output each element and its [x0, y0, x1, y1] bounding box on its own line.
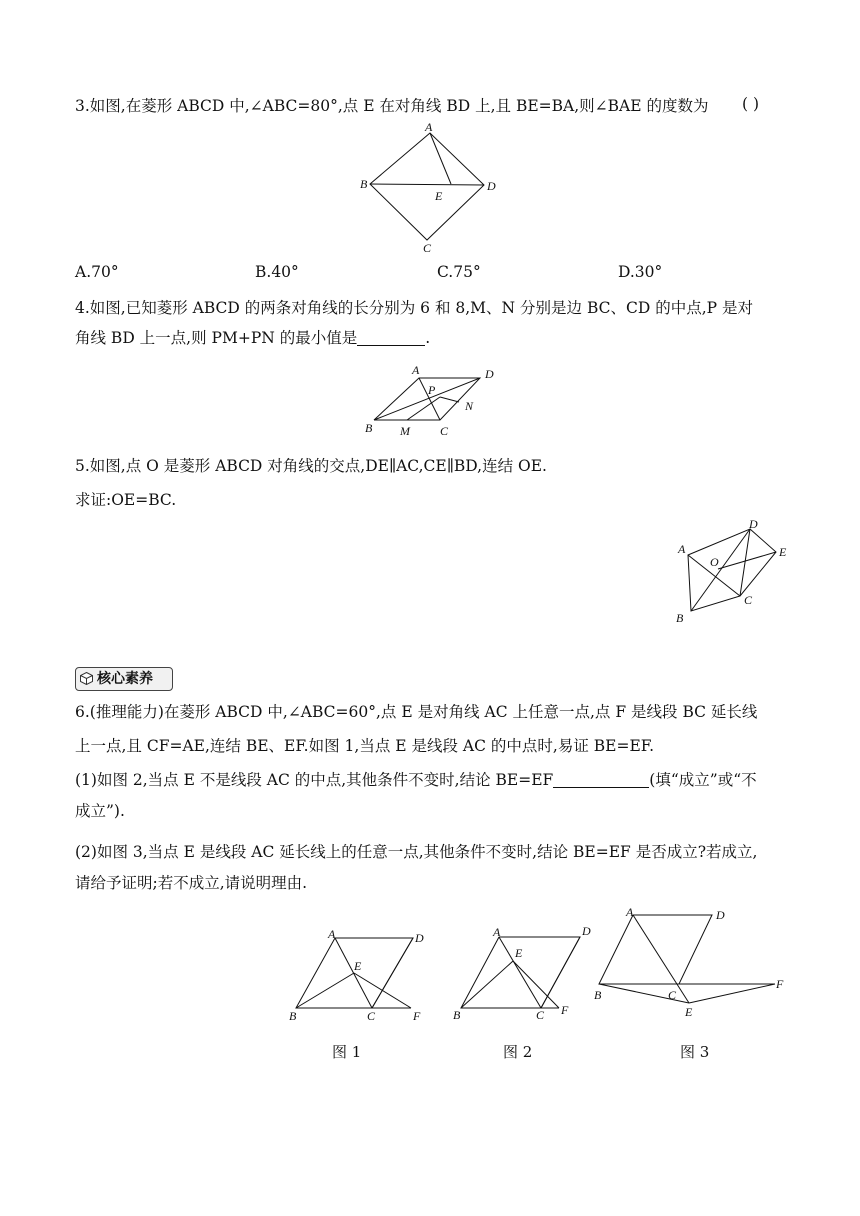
- fig3-label-e: E: [685, 1005, 693, 1018]
- q3-option-b: B.40°: [255, 263, 299, 281]
- q6-figure-2: [451, 920, 596, 1025]
- q5-prove: 求证:OE=BC.: [75, 491, 177, 509]
- q4-label-a: A: [412, 363, 420, 377]
- fig2-label-b: B: [453, 1008, 461, 1022]
- q4-answer-blank: [357, 331, 425, 346]
- cube-icon: [80, 672, 93, 685]
- q5-stem: 5.如图,点 O 是菱形 ABCD 对角线的交点,DE∥AC,CE∥BD,连结 OE.: [75, 457, 547, 475]
- q3-label-b: B: [360, 177, 368, 191]
- q3-option-c: C.75°: [437, 263, 481, 281]
- section-badge: [75, 667, 173, 691]
- q5-label-b: B: [676, 611, 684, 625]
- q3-label-d: D: [487, 179, 496, 193]
- q5-label-d: D: [749, 517, 758, 531]
- q4-stem-line2: [75, 327, 430, 349]
- fig1-label-c: C: [367, 1009, 376, 1023]
- fig3-label-d: D: [716, 908, 725, 922]
- q6-part2-line1: (2)如图 3,当点 E 是线段 AC 延长线上的任意一点,其他条件不变时,结论 BE=EF 是否成立?若成立,: [75, 843, 758, 861]
- q6-part1-hint: (填“成立”或“不: [649, 771, 757, 789]
- q6-figure-1: [283, 923, 433, 1028]
- fig1-label-b: B: [289, 1009, 297, 1023]
- q3-label-e: E: [435, 189, 443, 203]
- fig1-label-f: F: [413, 1009, 421, 1023]
- section-badge-label: 核心素养: [97, 671, 153, 687]
- q3-rhombus-figure: [355, 118, 505, 253]
- q5-label-a: A: [678, 542, 686, 556]
- q3-option-d: D.30°: [618, 263, 663, 281]
- fig2-label-c: C: [536, 1008, 545, 1022]
- q5-label-o: O: [710, 555, 719, 569]
- q4-stem-text: 角线 BD 上一点,则 PM+PN 的最小值是: [75, 329, 358, 347]
- fig3-label-a: A: [626, 905, 634, 919]
- fig2-label-f: F: [561, 1003, 569, 1017]
- q4-label-m: M: [400, 424, 410, 438]
- fig2-label-e: E: [515, 946, 523, 960]
- q6-answer-blank: [553, 773, 649, 788]
- q5-label-c: C: [744, 593, 753, 607]
- q4-rhombus-figure: [360, 360, 505, 440]
- q6-part1-line2: 成立”).: [75, 802, 125, 820]
- q3-label-a: A: [425, 120, 433, 134]
- figure-3-caption: 图 3: [680, 1043, 710, 1061]
- q6-stem-line1: 6.(推理能力)在菱形 ABCD 中,∠ABC=60°,点 E 是对角线 AC 上任意一点,点 F 是线段 BC 延长线: [75, 703, 758, 721]
- fig2-label-d: D: [582, 924, 591, 938]
- figure-1-caption: 图 1: [332, 1043, 362, 1061]
- q6-part1-text: (1)如图 2,当点 E 不是线段 AC 的中点,其他条件不变时,结论 BE=EF: [75, 771, 554, 789]
- fig1-label-a: A: [328, 927, 336, 941]
- fig1-label-e: E: [354, 959, 362, 973]
- fig2-label-a: A: [493, 925, 501, 939]
- q4-label-b: B: [365, 421, 373, 435]
- q5-label-e: E: [779, 545, 787, 559]
- q3-answer-paren: ( ): [742, 95, 760, 113]
- q4-label-p: P: [428, 383, 436, 397]
- q6-figure-3: [590, 903, 795, 1018]
- q3-stem: 3.如图,在菱形 ABCD 中,∠ABC=80°,点 E 在对角线 BD 上,且 BE=BA,则∠BAE 的度数为: [75, 97, 709, 115]
- q6-part2-line2: 请给予证明;若不成立,请说明理由.: [75, 874, 308, 892]
- q6-stem-line2: 上一点,且 CF=AE,连结 BE、EF.如图 1,当点 E 是线段 AC 的中点时,易证 BE=EF.: [75, 737, 655, 755]
- q4-label-c: C: [440, 424, 449, 438]
- fig3-label-f: F: [776, 977, 784, 991]
- q5-rhombus-figure: [672, 514, 797, 626]
- q3-label-c: C: [423, 241, 432, 253]
- q4-stem-end: .: [425, 329, 431, 347]
- q3-option-a: A.70°: [75, 263, 119, 281]
- q6-part1-line1: [75, 769, 757, 791]
- q4-label-n: N: [465, 399, 474, 413]
- figure-2-caption: 图 2: [503, 1043, 533, 1061]
- fig3-label-c: C: [668, 988, 677, 1002]
- fig1-label-d: D: [415, 931, 424, 945]
- q4-label-d: D: [485, 367, 494, 381]
- fig3-label-b: B: [594, 988, 602, 1002]
- q4-stem-line1: 4.如图,已知菱形 ABCD 的两条对角线的长分别为 6 和 8,M、N 分别是边 BC、CD 的中点,P 是对: [75, 299, 753, 317]
